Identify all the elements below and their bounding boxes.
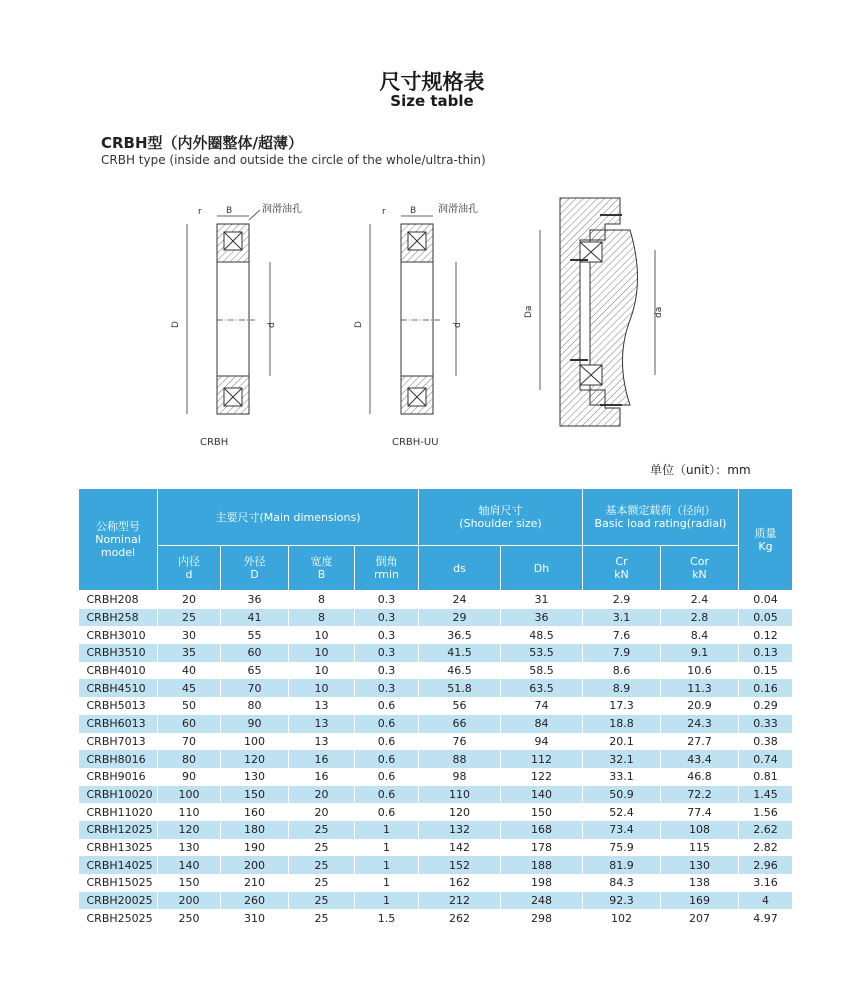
value-cell: 8 <box>289 609 355 627</box>
value-cell: 1.45 <box>739 786 793 804</box>
value-cell: 2.96 <box>739 856 793 874</box>
bearing-drawings-svg <box>160 190 680 450</box>
group-shoulder-cn: 轴肩尺寸 <box>478 504 523 517</box>
value-cell: 45 <box>158 679 221 697</box>
model-cell: CRBH6013 <box>79 715 158 733</box>
value-cell: 81.9 <box>583 856 661 874</box>
value-cell: 36 <box>501 609 583 627</box>
col-D-en: D <box>250 568 259 581</box>
group-shoulder-en: (Shoulder size) <box>459 517 542 530</box>
value-cell: 142 <box>419 839 501 857</box>
value-cell: 25 <box>289 874 355 892</box>
value-cell: 80 <box>158 750 221 768</box>
model-cell: CRBH10020 <box>79 786 158 804</box>
value-cell: 180 <box>221 821 289 839</box>
value-cell: 248 <box>501 892 583 910</box>
col-Cr-header <box>583 546 661 591</box>
value-cell: 20 <box>158 591 221 609</box>
value-cell: 0.05 <box>739 609 793 627</box>
value-cell: 188 <box>501 856 583 874</box>
model-cell: CRBH12025 <box>79 821 158 839</box>
value-cell: 100 <box>158 786 221 804</box>
value-cell: 150 <box>221 786 289 804</box>
value-cell: 33.1 <box>583 768 661 786</box>
value-cell: 0.3 <box>355 609 419 627</box>
group-main-header: 主要尺寸(Main dimensions) <box>158 489 419 546</box>
model-cell: CRBH11020 <box>79 803 158 821</box>
col-d-cn: 内径 <box>178 555 200 568</box>
value-cell: 52.4 <box>583 803 661 821</box>
value-cell: 60 <box>221 644 289 662</box>
model-cell: CRBH13025 <box>79 839 158 857</box>
model-cell: CRBH4010 <box>79 662 158 680</box>
value-cell: 3.1 <box>583 609 661 627</box>
crbh-uu-caption: CRBH-UU <box>392 437 439 448</box>
value-cell: 0.6 <box>355 786 419 804</box>
value-cell: 120 <box>221 750 289 768</box>
value-cell: 130 <box>158 839 221 857</box>
value-cell: 1.56 <box>739 803 793 821</box>
value-cell: 0.16 <box>739 679 793 697</box>
value-cell: 55 <box>221 626 289 644</box>
value-cell: 2.8 <box>661 609 739 627</box>
value-cell: 0.29 <box>739 697 793 715</box>
table-row <box>79 856 793 874</box>
value-cell: 77.4 <box>661 803 739 821</box>
value-cell: 90 <box>158 768 221 786</box>
value-cell: 70 <box>221 679 289 697</box>
model-cell: CRBH14025 <box>79 856 158 874</box>
col-B-cn: 宽度 <box>310 555 333 568</box>
col-ds-header: ds <box>419 546 501 591</box>
value-cell: 120 <box>419 803 501 821</box>
value-cell: 0.6 <box>355 768 419 786</box>
value-cell: 74 <box>501 697 583 715</box>
value-cell: 8.9 <box>583 679 661 697</box>
model-cell: CRBH20025 <box>79 892 158 910</box>
col-r-en: rmin <box>373 568 400 581</box>
value-cell: 150 <box>501 803 583 821</box>
value-cell: 36.5 <box>419 626 501 644</box>
col-model-en1: Nominal <box>95 533 141 546</box>
value-cell: 31 <box>501 591 583 609</box>
table-row <box>79 803 793 821</box>
value-cell: 18.8 <box>583 715 661 733</box>
model-cell: CRBH5013 <box>79 697 158 715</box>
table-row <box>79 697 793 715</box>
group-load-cn: 基本额定载荷（径向） <box>605 504 716 517</box>
col-B-en: B <box>317 568 326 581</box>
value-cell: 20.9 <box>661 697 739 715</box>
value-cell: 13 <box>289 697 355 715</box>
value-cell: 9.1 <box>661 644 739 662</box>
value-cell: 20 <box>289 786 355 804</box>
value-cell: 0.15 <box>739 662 793 680</box>
col-mass-header <box>739 489 793 591</box>
model-cell: CRBH9016 <box>79 768 158 786</box>
value-cell: 46.5 <box>419 662 501 680</box>
model-cell: CRBH3010 <box>79 626 158 644</box>
value-cell: 11.3 <box>661 679 739 697</box>
mount-Da-label: Da <box>524 305 534 318</box>
value-cell: 150 <box>158 874 221 892</box>
value-cell: 41 <box>221 609 289 627</box>
table-row <box>79 662 793 680</box>
col-mass-cn: 质量 <box>754 526 777 540</box>
model-cell: CRBH3510 <box>79 644 158 662</box>
value-cell: 162 <box>419 874 501 892</box>
value-cell: 2.62 <box>739 821 793 839</box>
value-cell: 1 <box>355 821 419 839</box>
value-cell: 1.5 <box>355 909 419 927</box>
value-cell: 2.4 <box>661 591 739 609</box>
value-cell: 30 <box>158 626 221 644</box>
value-cell: 0.38 <box>739 733 793 751</box>
col-model-header <box>79 489 158 591</box>
value-cell: 24 <box>419 591 501 609</box>
group-load-en: Basic load rating(radial) <box>594 517 727 530</box>
size-table <box>78 488 793 927</box>
value-cell: 51.8 <box>419 679 501 697</box>
crbh-b-label: B <box>226 206 233 216</box>
value-cell: 56 <box>419 697 501 715</box>
crbh-oil-hole-label: 润滑油孔 <box>262 204 302 215</box>
value-cell: 92.3 <box>583 892 661 910</box>
col-Cr-unit: kN <box>614 568 629 581</box>
value-cell: 0.6 <box>355 715 419 733</box>
table-row <box>79 821 793 839</box>
value-cell: 8.4 <box>661 626 739 644</box>
value-cell: 50 <box>158 697 221 715</box>
table-row <box>79 750 793 768</box>
col-r-header <box>355 546 419 591</box>
value-cell: 84.3 <box>583 874 661 892</box>
table-row <box>79 679 793 697</box>
value-cell: 2.9 <box>583 591 661 609</box>
value-cell: 8 <box>289 591 355 609</box>
table-row <box>79 591 793 609</box>
value-cell: 17.3 <box>583 697 661 715</box>
value-cell: 130 <box>221 768 289 786</box>
col-r-cn: 倒角 <box>375 555 398 568</box>
table-row <box>79 768 793 786</box>
table-row <box>79 874 793 892</box>
value-cell: 40 <box>158 662 221 680</box>
value-cell: 160 <box>221 803 289 821</box>
crbh-uu-D-label: D <box>354 321 364 328</box>
value-cell: 25 <box>158 609 221 627</box>
value-cell: 200 <box>158 892 221 910</box>
value-cell: 115 <box>661 839 739 857</box>
value-cell: 0.3 <box>355 626 419 644</box>
value-cell: 0.33 <box>739 715 793 733</box>
value-cell: 7.6 <box>583 626 661 644</box>
col-D-cn: 外径 <box>243 555 266 568</box>
value-cell: 140 <box>501 786 583 804</box>
value-cell: 0.6 <box>355 733 419 751</box>
value-cell: 1 <box>355 892 419 910</box>
value-cell: 10 <box>289 644 355 662</box>
col-model-en2: model <box>100 546 136 559</box>
value-cell: 80 <box>221 697 289 715</box>
page-title-en: Size table <box>390 92 474 110</box>
crbh-caption: CRBH <box>200 437 229 448</box>
crbh-uu-d-label: d <box>453 322 463 328</box>
col-Cor-unit: kN <box>692 568 707 581</box>
value-cell: 46.8 <box>661 768 739 786</box>
value-cell: 0.6 <box>355 697 419 715</box>
value-cell: 4.97 <box>739 909 793 927</box>
value-cell: 7.9 <box>583 644 661 662</box>
value-cell: 16 <box>289 750 355 768</box>
type-heading-cn: CRBH型（内外圈整体/超薄） <box>101 134 304 152</box>
value-cell: 112 <box>501 750 583 768</box>
model-cell: CRBH258 <box>79 609 158 627</box>
table-row <box>79 733 793 751</box>
value-cell: 13 <box>289 715 355 733</box>
model-cell: CRBH4510 <box>79 679 158 697</box>
value-cell: 3.16 <box>739 874 793 892</box>
value-cell: 0.74 <box>739 750 793 768</box>
value-cell: 73.4 <box>583 821 661 839</box>
value-cell: 0.04 <box>739 591 793 609</box>
crbh-drawing <box>187 210 270 414</box>
value-cell: 48.5 <box>501 626 583 644</box>
crbh-uu-drawing <box>370 216 456 414</box>
crbh-r-label: r <box>198 207 202 217</box>
crbh-uu-r-label: r <box>382 207 386 217</box>
value-cell: 16 <box>289 768 355 786</box>
value-cell: 20.1 <box>583 733 661 751</box>
value-cell: 10 <box>289 679 355 697</box>
mounting-drawing <box>540 198 655 426</box>
value-cell: 60 <box>158 715 221 733</box>
value-cell: 24.3 <box>661 715 739 733</box>
page-title-cn: 尺寸规格表 <box>379 70 485 94</box>
value-cell: 260 <box>221 892 289 910</box>
value-cell: 25 <box>289 839 355 857</box>
group-load-header <box>583 489 739 546</box>
model-cell: CRBH25025 <box>79 909 158 927</box>
col-d-en: d <box>185 568 193 581</box>
value-cell: 10.6 <box>661 662 739 680</box>
value-cell: 1 <box>355 839 419 857</box>
value-cell: 140 <box>158 856 221 874</box>
value-cell: 35 <box>158 644 221 662</box>
value-cell: 250 <box>158 909 221 927</box>
value-cell: 25 <box>289 856 355 874</box>
value-cell: 41.5 <box>419 644 501 662</box>
table-row <box>79 626 793 644</box>
value-cell: 53.5 <box>501 644 583 662</box>
value-cell: 2.82 <box>739 839 793 857</box>
group-shoulder-header <box>419 489 583 546</box>
crbh-D-label: D <box>171 321 181 328</box>
value-cell: 0.3 <box>355 591 419 609</box>
value-cell: 0.3 <box>355 662 419 680</box>
value-cell: 27.7 <box>661 733 739 751</box>
value-cell: 168 <box>501 821 583 839</box>
value-cell: 72.2 <box>661 786 739 804</box>
col-mass-en: Kg <box>758 539 773 553</box>
value-cell: 65 <box>221 662 289 680</box>
col-Cr-en: Cr <box>615 555 628 568</box>
model-cell: CRBH8016 <box>79 750 158 768</box>
value-cell: 0.6 <box>355 803 419 821</box>
value-cell: 169 <box>661 892 739 910</box>
value-cell: 298 <box>501 909 583 927</box>
model-cell: CRBH15025 <box>79 874 158 892</box>
value-cell: 4 <box>739 892 793 910</box>
value-cell: 13 <box>289 733 355 751</box>
value-cell: 10 <box>289 662 355 680</box>
technical-drawings <box>160 190 680 454</box>
value-cell: 310 <box>221 909 289 927</box>
value-cell: 0.13 <box>739 644 793 662</box>
value-cell: 100 <box>221 733 289 751</box>
crbh-uu-b-label: B <box>410 206 417 216</box>
table-row <box>79 609 793 627</box>
crbh-uu-oil-hole-label: 润滑油孔 <box>438 204 478 215</box>
value-cell: 0.3 <box>355 679 419 697</box>
size-table-body <box>79 591 793 928</box>
col-model-cn: 公称型号 <box>96 520 140 533</box>
value-cell: 0.12 <box>739 626 793 644</box>
value-cell: 20 <box>289 803 355 821</box>
crbh-d-label: d <box>267 322 277 328</box>
value-cell: 1 <box>355 874 419 892</box>
value-cell: 120 <box>158 821 221 839</box>
value-cell: 0.3 <box>355 644 419 662</box>
value-cell: 122 <box>501 768 583 786</box>
value-cell: 0.81 <box>739 768 793 786</box>
table-row <box>79 644 793 662</box>
value-cell: 70 <box>158 733 221 751</box>
value-cell: 98 <box>419 768 501 786</box>
value-cell: 130 <box>661 856 739 874</box>
value-cell: 178 <box>501 839 583 857</box>
col-Cor-header <box>661 546 739 591</box>
value-cell: 212 <box>419 892 501 910</box>
col-Cor-en: Cor <box>690 555 709 568</box>
value-cell: 110 <box>158 803 221 821</box>
value-cell: 152 <box>419 856 501 874</box>
value-cell: 25 <box>289 909 355 927</box>
value-cell: 190 <box>221 839 289 857</box>
value-cell: 138 <box>661 874 739 892</box>
value-cell: 102 <box>583 909 661 927</box>
value-cell: 75.9 <box>583 839 661 857</box>
value-cell: 0.6 <box>355 750 419 768</box>
table-row <box>79 909 793 927</box>
value-cell: 32.1 <box>583 750 661 768</box>
value-cell: 10 <box>289 626 355 644</box>
value-cell: 1 <box>355 856 419 874</box>
table-row <box>79 839 793 857</box>
type-heading-en: CRBH type (inside and outside the circle of the whole/ultra-thin) <box>101 153 486 167</box>
value-cell: 25 <box>289 821 355 839</box>
model-cell: CRBH7013 <box>79 733 158 751</box>
value-cell: 110 <box>419 786 501 804</box>
unit-label: 单位（unit）：mm <box>650 463 751 477</box>
col-d-header <box>158 546 221 591</box>
value-cell: 36 <box>221 591 289 609</box>
value-cell: 76 <box>419 733 501 751</box>
table-row <box>79 892 793 910</box>
value-cell: 66 <box>419 715 501 733</box>
value-cell: 58.5 <box>501 662 583 680</box>
table-row <box>79 715 793 733</box>
value-cell: 207 <box>661 909 739 927</box>
value-cell: 84 <box>501 715 583 733</box>
value-cell: 210 <box>221 874 289 892</box>
value-cell: 63.5 <box>501 679 583 697</box>
value-cell: 94 <box>501 733 583 751</box>
value-cell: 88 <box>419 750 501 768</box>
col-B-header <box>289 546 355 591</box>
value-cell: 262 <box>419 909 501 927</box>
col-D-header <box>221 546 289 591</box>
value-cell: 25 <box>289 892 355 910</box>
value-cell: 50.9 <box>583 786 661 804</box>
table-row <box>79 786 793 804</box>
value-cell: 198 <box>501 874 583 892</box>
value-cell: 132 <box>419 821 501 839</box>
value-cell: 43.4 <box>661 750 739 768</box>
value-cell: 8.6 <box>583 662 661 680</box>
value-cell: 108 <box>661 821 739 839</box>
mount-da-label: da <box>654 306 664 318</box>
value-cell: 90 <box>221 715 289 733</box>
col-Dh-header: Dh <box>501 546 583 591</box>
model-cell: CRBH208 <box>79 591 158 609</box>
value-cell: 29 <box>419 609 501 627</box>
value-cell: 200 <box>221 856 289 874</box>
